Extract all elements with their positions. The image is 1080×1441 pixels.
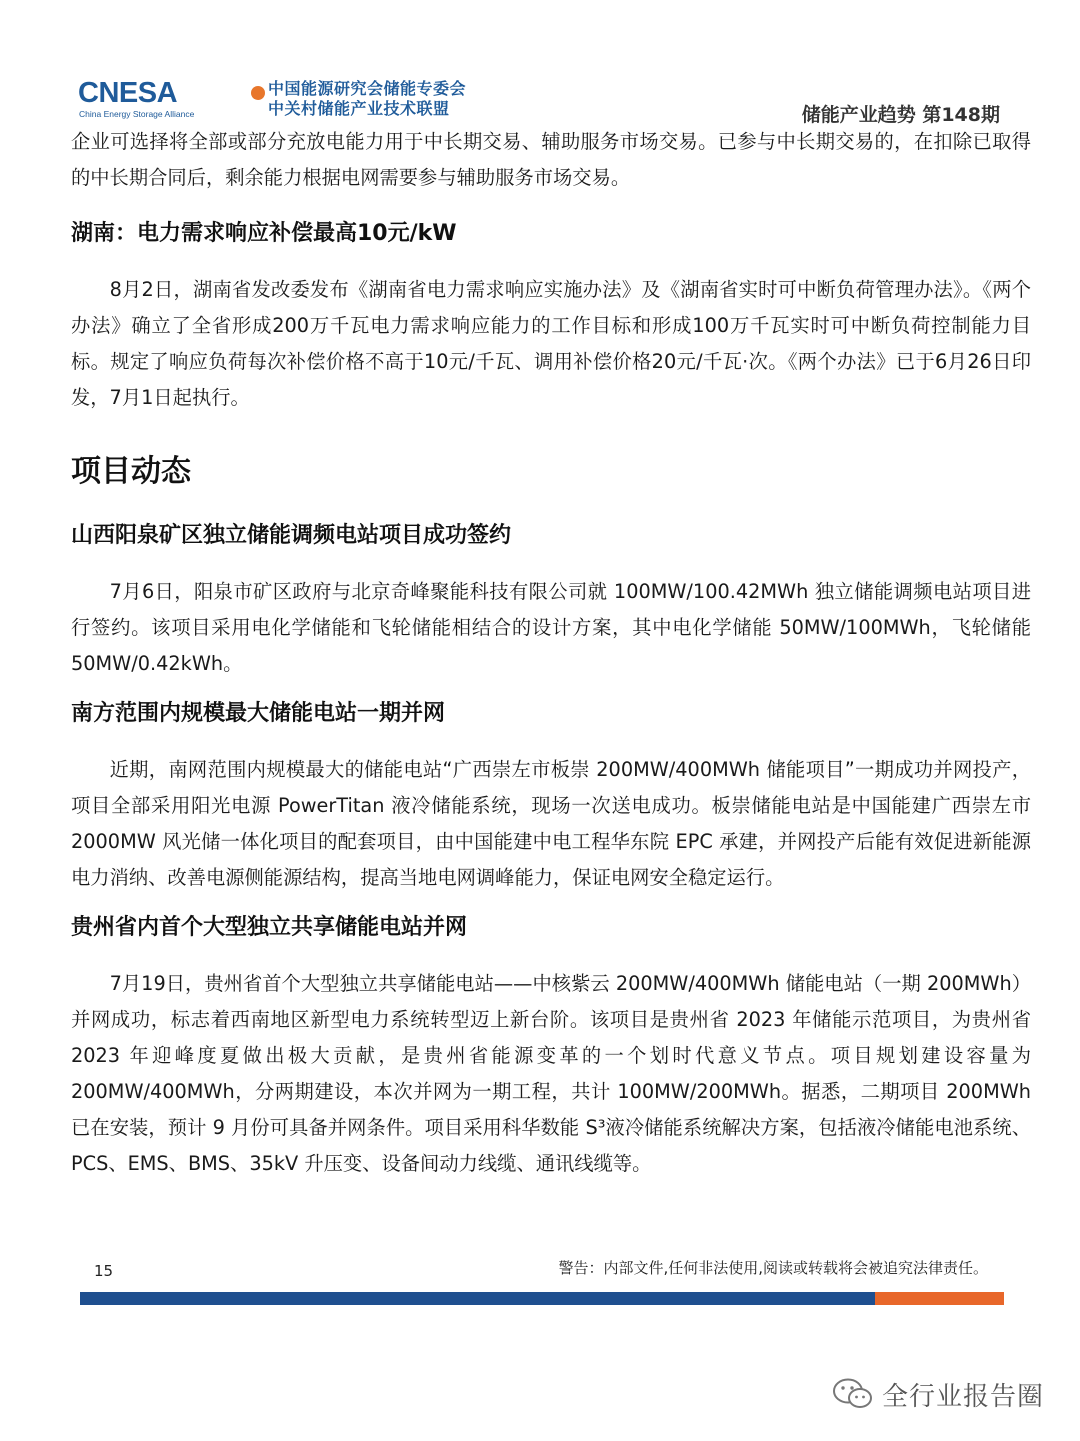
hunan-heading: 湖南：电力需求响应补偿最高10元/kW	[71, 221, 457, 246]
intro-paragraph: 企业可选择将全部或部分充放电能力用于中长期交易、辅助服务市场交易。已参与中长期交易的，在扣除已取得的中长期合同后，剩余能力根据电网需要参与辅助服务市场交易。	[71, 130, 1031, 189]
page-number: 15	[94, 1262, 114, 1280]
project-paragraph: 7月19日，贵州省首个大型独立共享储能电站——中核紫云 200MW/400MWh 储能电站（一期 200MWh）并网成功，标志着西南地区新型电力系统转型迈上新台阶。该项目是贵州省 2023 年储能示范项目，为贵州省 2023 年迎峰度夏做出极大贡献，是贵州省能源变革的一个划时代意义节点。项目规划建设容量为 200MW/400MWh，分两期建设，本次并网为一期工程，共计 100MW/200MWh。据悉，二期项目 200MWh 已在安装，预计 9 月份可具备并网条件。项目采用科华数能 S³液冷储能系统解决方案，包括液冷储能电池系统、PCS、EMS、BMS、35kV 升压变、设备间动力线缆、通讯线缆等。	[71, 972, 1031, 1175]
hunan-paragraph: 8月2日，湖南省发改委发布《湖南省电力需求响应实施办法》及《湖南省实时可中断负荷管理办法》。《两个办法》确立了全省形成200万千瓦电力需求响应能力的工作目标和形成100万千瓦实时可中断负荷控制能力目标。规定了响应负荷每次补偿价格不高于10元/千瓦、调用补偿价格20元/千瓦·次。《两个办法》已于6月26日印发，7月1日起执行。	[71, 278, 1031, 409]
page-content	[71, 124, 1031, 1182]
logo-wordmark: CNESA	[78, 77, 178, 109]
project-paragraph: 7月6日，阳泉市矿区政府与北京奇峰聚能科技有限公司就 100MW/100.42MWh 独立储能调频电站项目进行签约。该项目采用电化学储能和飞轮储能相结合的设计方案，其中电化学储能 50MW/100MWh，飞轮储能 50MW/0.42kWh。	[71, 580, 1031, 675]
project-heading: 山西阳泉矿区独立储能调频电站项目成功签约	[71, 523, 512, 548]
watermark	[832, 1372, 1044, 1416]
section-title: 项目动态	[71, 454, 191, 489]
issue-title: 储能产业趋势 第148期	[801, 104, 1000, 126]
legal-warning: 警告：内部文件,任何非法使用,阅读或转载将会被追究法律责任。	[558, 1259, 988, 1277]
logo-cn-line2: 中关村储能产业技术联盟	[268, 99, 450, 118]
logo-swoosh-icon	[251, 86, 265, 100]
project-heading: 贵州省内首个大型独立共享储能电站并网	[71, 915, 468, 940]
wechat-icon	[832, 1376, 874, 1412]
footer-bar-accent	[875, 1292, 1004, 1305]
watermark-text: 全行业报告圈	[881, 1381, 1044, 1412]
page-header	[78, 76, 1008, 126]
logo-chinese-names	[268, 79, 466, 119]
project-heading: 南方范围内规模最大储能电站一期并网	[71, 701, 446, 726]
footer-bar-main	[80, 1292, 875, 1305]
project-paragraph: 近期，南网范围内规模最大的储能电站“广西崇左市板崇 200MW/400MWh 储能项目”一期成功并网投产，项目全部采用阳光电源 PowerTitan 液冷储能系统，现场一次送电成功。板崇储能电站是中国能建广西崇左市 2000MW 风光储一体化项目的配套项目，由中国能建中电工程华东院 EPC 承建，并网投产后能有效促进新能源电力消纳、改善电源侧能源结构，提高当地电网调峰能力，保证电网安全稳定运行。	[71, 758, 1031, 889]
logo-english-name: China Energy Storage Alliance	[79, 109, 195, 119]
footer-bar	[80, 1292, 1004, 1305]
logo-cn-line1: 中国能源研究会储能专委会	[268, 79, 467, 98]
